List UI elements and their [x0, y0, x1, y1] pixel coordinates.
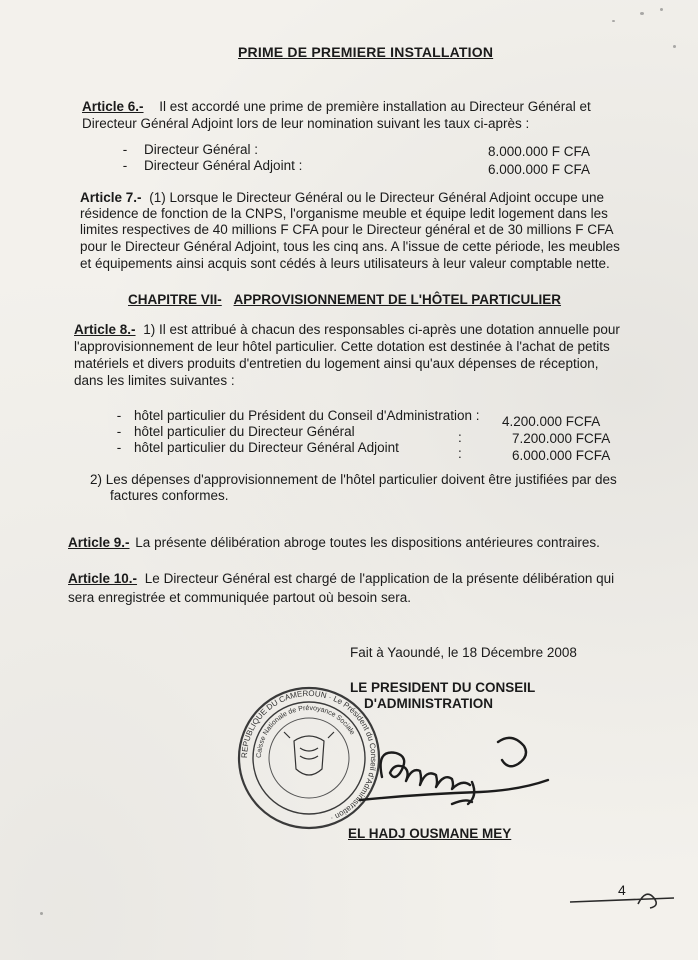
article-8-line-4: dans les limites suivantes : [74, 373, 235, 388]
scan-speck [40, 912, 43, 915]
article-8-line-3: matériels et divers produits d'entretien du logement ainsi qu'aux dépenses de réception, [74, 356, 599, 371]
article-7-line-3: limites respectives de 40 millions F CFA pour le Directeur général et de 30 millions F CFA [80, 222, 614, 237]
signatory-name: EL HADJ OUSMANE MEY [348, 826, 512, 841]
coat-of-arms-icon [284, 732, 334, 775]
signatory-title-line-2: D'ADMINISTRATION [364, 696, 493, 711]
article-8-text: 1) Il est attribué à chacun des responsables ci-après une dotation annuelle pour [143, 322, 620, 337]
article-6-text: Il est accordé une prime de première installation au Directeur Général et [159, 99, 591, 114]
article-9-text: La présente délibération abroge toutes les dispositions antérieures contraires. [135, 535, 600, 550]
article-8-label: Article 8.- [74, 322, 136, 337]
article-10-text: Le Directeur Général est chargé de l'application de la présente délibération qui [144, 571, 615, 586]
article-6-line-2: Directeur Général Adjoint lors de leur nomination suivant les taux ci-après : [82, 116, 530, 131]
chapter-heading [128, 292, 561, 308]
article-8-item-amount: 6.000.000 FCFA [512, 448, 611, 463]
scan-speck [673, 45, 676, 48]
article-7-line-1 [80, 190, 604, 206]
list-bullet: - [116, 440, 122, 455]
page-number: 4 [618, 882, 626, 898]
article-8-para-2-line-1: 2) Les dépenses d'approvisionnement de l'hôtel particulier doivent être justifiées par des [90, 472, 617, 487]
list-bullet: - [116, 408, 122, 423]
scan-speck [660, 8, 663, 11]
page-title: PRIME DE PREMIERE INSTALLATION [238, 44, 494, 60]
article-10-line-1 [68, 571, 614, 587]
article-9 [68, 535, 600, 551]
article-8-para-2-line-2: factures conformes. [110, 488, 229, 503]
article-10-line-2: sera enregistrée et communiquée partout où besoin sera. [68, 590, 411, 605]
article-7-label: Article 7.- [80, 190, 142, 205]
list-bullet: - [116, 424, 122, 439]
article-7-text: (1) Lorsque le Directeur Général ou le Directeur Général Adjoint occupe une [149, 190, 605, 205]
article-8-item-amount: 4.200.000 FCFA [502, 414, 601, 429]
article-9-label: Article 9.- [68, 535, 130, 550]
scan-speck [640, 12, 644, 15]
article-6-item-amount: 6.000.000 F CFA [488, 162, 591, 177]
stamp-outer-text: REPUBLIQUE DU CAMEROUN · Le Président du Conseil d'Administration · [239, 688, 379, 823]
article-6-item-amount: 8.000.000 F CFA [488, 144, 591, 159]
article-8-item-colon: : [458, 446, 462, 461]
article-8-item-colon: : [458, 430, 462, 445]
place-date: Fait à Yaoundé, le 18 Décembre 2008 [350, 645, 577, 660]
article-8-line-1 [74, 322, 620, 338]
stamp-inner-text: Caisse Nationale de Prévoyance Sociale [255, 704, 356, 759]
article-6-item-label: Directeur Général Adjoint : [144, 158, 303, 173]
list-bullet: - [122, 158, 128, 173]
scan-speck [612, 20, 615, 22]
article-7-line-4: pour le Directeur Général Adjoint, tous les cinq ans. A l'issue de cette période, les meubles [80, 239, 620, 254]
handwritten-signature [352, 722, 562, 822]
article-6-line-1 [82, 99, 591, 115]
article-8-item-label: hôtel particulier du Directeur Général [134, 424, 355, 439]
chapter-title: APPROVISIONNEMENT DE L'HÔTEL PARTICULIER [233, 292, 562, 307]
article-7-line-5: et équipements ainsi acquis sont cédés à leurs utilisateurs à leur valeur comptable nette. [80, 256, 610, 271]
article-8-item-label: hôtel particulier du Directeur Général Adjoint [134, 440, 399, 455]
list-bullet: - [122, 142, 128, 157]
chapter-label: CHAPITRE VII- [128, 292, 222, 307]
article-8-item-amount: 7.200.000 FCFA [512, 431, 611, 446]
article-8-item-label: hôtel particulier du Président du Conseil d'Administration : [134, 408, 480, 423]
article-6-item-label: Directeur Général : [144, 142, 259, 157]
article-10-label: Article 10.- [68, 571, 138, 586]
article-7-line-2: résidence de fonction de la CNPS, l'organisme meuble et équipe ledit logement dans les [80, 206, 608, 221]
article-8-line-2: l'approvisionnement de leur hôtel particulier. Cette dotation est destinée à l'achat de petits [74, 339, 610, 354]
signatory-title-line-1: LE PRESIDENT DU CONSEIL [350, 680, 536, 695]
article-6-label: Article 6.- [82, 99, 144, 114]
